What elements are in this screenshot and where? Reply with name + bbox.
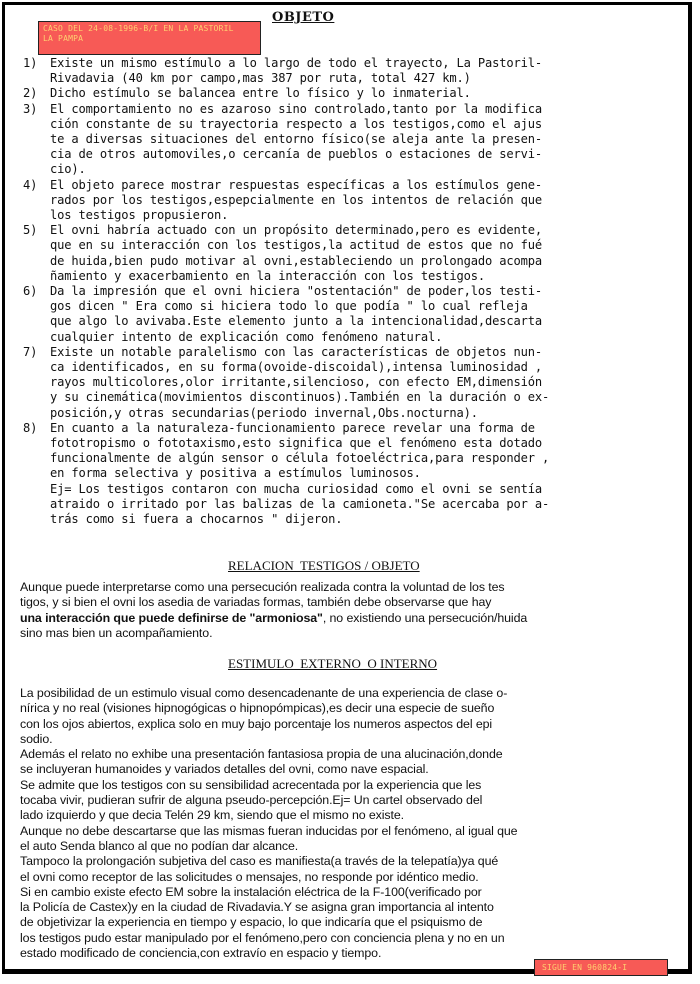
continue-label: SIGUE EN 960824-I [534,959,668,976]
item-text: El comportamiento no es azaroso sino controlado,tanto por la modifica ción constante de su trayectoria respecto a los testigos,como el ajus te a diversas situaciones del entorno físico(se aleja ante la presen- cia de otros automoviles,o cercanía de pueblos o estaciones de servi- cio). [50,101,543,177]
case-label-text: CASO DEL 24-08-1996-B/I EN LA PASTORIL LA PAMPA [43,24,234,43]
case-label [38,21,261,55]
list-item [23,421,683,527]
item-number: 6) [23,284,38,299]
page-title: OBJETO [272,10,335,25]
item-text: Dicho estímulo se balancea entre lo físico y lo inmaterial. [50,86,471,101]
list-item [23,284,683,345]
list-item [23,223,683,284]
item-text: Existe un mismo estímulo a lo largo de todo el trayecto, La Pastoril- Rivadavia (40 km por campo,mas 387 por ruta, total 427 km.) [50,56,543,86]
relacion-paragraph [20,580,685,641]
estimulo-paragraph: La posibilidad de un estimulo visual como desencadenante de una experiencia de clase o- nírica y no real (visiones hipnogógicas o hipnopómpicas),es decir una especie de sueño con los ojos abiertos, explica solo en muy bajo porcentaje los numeros aspectos del epi sodio. Además el relato no exhibe una presentación fantasiosa propia de una alucinación,donde se incluyeran humanoides y variados detalles del ovni, como nave espacial. Se admite que los testigos con su sensibilidad acrecentada por la experiencia que les tocaba vivir, pudieran sufrir de alguna pseudo-percepción.Ej= Un cartel observado del lado izquierdo y que decia Telén 29 km, siendo que el mismo no existe. Aunque no debe descartarse que las mismas fueran inducidas por el fenómeno, al igual que el auto Senda blanco al que no podían dar alcance. Tampoco la prolongación subjetiva del caso es manifiesta(a través de la telepatía)ya qué el ovni como receptor de las solicitudes o mensajes, no responde por idéntico medio. Si en cambio existe efecto EM sobre la instalación eléctrica de la F-100(verificado por la Policía de Castex)y en la ciudad de Rivadavia.Y se asigna gran importancia al intento de objetivizar la experiencia en tiempo y espacio, lo que indicaría que el psiquismo de los testigos pudo estar manipulado por el fenómeno,pero con conciencia plena y no en un estado modificado de conciencia,con extravío en espacio y tiempo. [20,686,518,961]
relacion-text-b: , no existiendo una persecución/huida sino mas bien un acompañamiento. [20,610,528,640]
relacion-text-bold: una interacción que puede definirse de "armoniosa" [20,610,323,625]
observation-list [23,56,683,527]
item-number: 5) [23,223,38,238]
estimulo-section-title: ESTIMULO EXTERNO O INTERNO [228,656,438,671]
item-text: El ovni habría actuado con un propósito determinado,pero es evidente, que en su interacción con los testigos,la actitud de estos que no fué de huida,bien pudo motivar al ovni,estableciendo un prolongado acompa ñamiento y exacerbamiento en la interacción con los testigos. [50,223,543,283]
list-item [23,345,683,421]
list-item [23,102,683,178]
item-text: Existe un notable paralelismo con las características de objetos nun- ca identificados, en su forma(ovoide-discoidal),intensa luminosidad , rayos multicolores,olor irritante,silencioso, con efecto EM,dimensión y su cinemática(movimientos discontinuos).También en la duración o ex- posición,y otras secundarias(periodo invernal,Obs.nocturna). [50,344,550,420]
item-number: 7) [23,344,38,359]
list-item [23,56,683,86]
item-number: 4) [23,177,38,192]
item-number: 2) [23,86,38,101]
item-text: El objeto parece mostrar respuestas específicas a los estímulos gene- rados por los testigos,espepcialmente en los intentos de relación que los testigos propusieron. [50,177,543,223]
item-number: 3) [23,101,38,116]
item-number: 8) [23,420,38,435]
relacion-text-a: Aunque puede interpretarse como una persecución realizada contra la voluntad de los tes tigos, y si bien el ovni los asedia de variadas formas, también debe observarse que hay [20,580,505,610]
item-text: En cuanto a la naturaleza-funcionamiento parece revelar una forma de fototropismo o fototaxismo,esto significa que el fenómeno esta dotado funcionalmente de algún sensor o célula fotoeléctrica,para responder , en forma selectiva y positiva a estímulos luminosos. Ej= Los testigos contaron con mucha curiosidad como el ovni se sentía atraido o irritado por las balizas de la camioneta."Se acercaba por a- trás como si fuera a chocarnos " dijeron. [50,420,550,527]
relacion-section-title: RELACION TESTIGOS / OBJETO [228,558,420,573]
item-number: 1) [23,56,38,70]
list-item [23,178,683,224]
list-item [23,86,683,101]
item-text: Da la impresión que el ovni hiciera "ostentación" de poder,los testi- gos dicen " Era como si hiciera todo lo que podía " lo cual refleja que algo lo avivaba.Este elemento junto a la intencionalidad,descarta cualquier intento de explicación como fenómeno natural. [50,284,543,344]
